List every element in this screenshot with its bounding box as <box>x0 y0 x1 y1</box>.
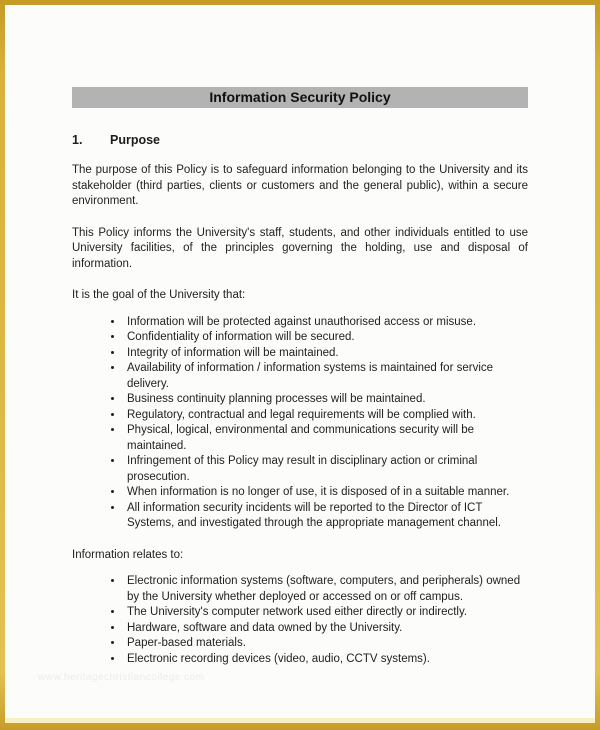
list-item: • Infringement of this Policy may result in disciplinary action or criminal prosecution. <box>124 454 528 485</box>
list-item: • Paper-based materials. <box>124 636 528 652</box>
list-item: • Regulatory, contractual and legal requirements will be complied with. <box>124 408 528 424</box>
purpose-paragraph-2: This Policy informs the University's staff, students, and other individuals entitled to use University facilities, of the principles governing the holding, use and disposal of information. <box>72 226 528 270</box>
list-item: • Integrity of information will be maintained. <box>124 346 528 362</box>
list-item: • Information will be protected against unauthorised access or misuse. <box>124 315 528 331</box>
document-page <box>5 5 595 723</box>
list-item: • Availability of information / information systems is maintained for service delivery. <box>124 361 528 392</box>
watermark-text: www.heritagechristiancollege.com <box>38 672 205 683</box>
list-item: • Confidentiality of information will be secured. <box>124 330 528 346</box>
document-title-bar: Information Security Policy <box>72 87 528 108</box>
list-item: • Hardware, software and data owned by the University. <box>124 621 528 637</box>
relates-intro-line: Information relates to: <box>72 548 184 561</box>
section-number: 1. <box>72 133 83 147</box>
list-item: • When information is no longer of use, it is disposed of in a suitable manner. <box>124 485 528 501</box>
goal-intro-line: It is the goal of the University that: <box>72 289 246 301</box>
list-item: • Electronic recording devices (video, audio, CCTV systems). <box>124 652 528 668</box>
purpose-paragraph-1: The purpose of this Policy is to safeguard information belonging to the University and its stakeholder (third parties, clients or customers and the general public), within a secure environment. <box>72 164 528 207</box>
list-item: • All information security incidents will be reported to the Director of ICT Systems, and investigated through the appropriate management channel. <box>124 501 528 532</box>
list-item: • Electronic information systems (software, computers, and peripherals) owned by the University whether deployed or accessed on or off campus. <box>124 574 528 605</box>
list-item: • Business continuity planning processes will be maintained. <box>124 392 528 408</box>
goal-bullet-list <box>72 315 528 532</box>
section-heading-label: Purpose <box>110 133 161 147</box>
relates-bullet-list <box>72 574 528 667</box>
list-item: • Physical, logical, environmental and communications security will be maintained. <box>124 423 528 454</box>
list-item: • The University's computer network used either directly or indirectly. <box>124 605 528 621</box>
section-heading <box>72 133 528 147</box>
